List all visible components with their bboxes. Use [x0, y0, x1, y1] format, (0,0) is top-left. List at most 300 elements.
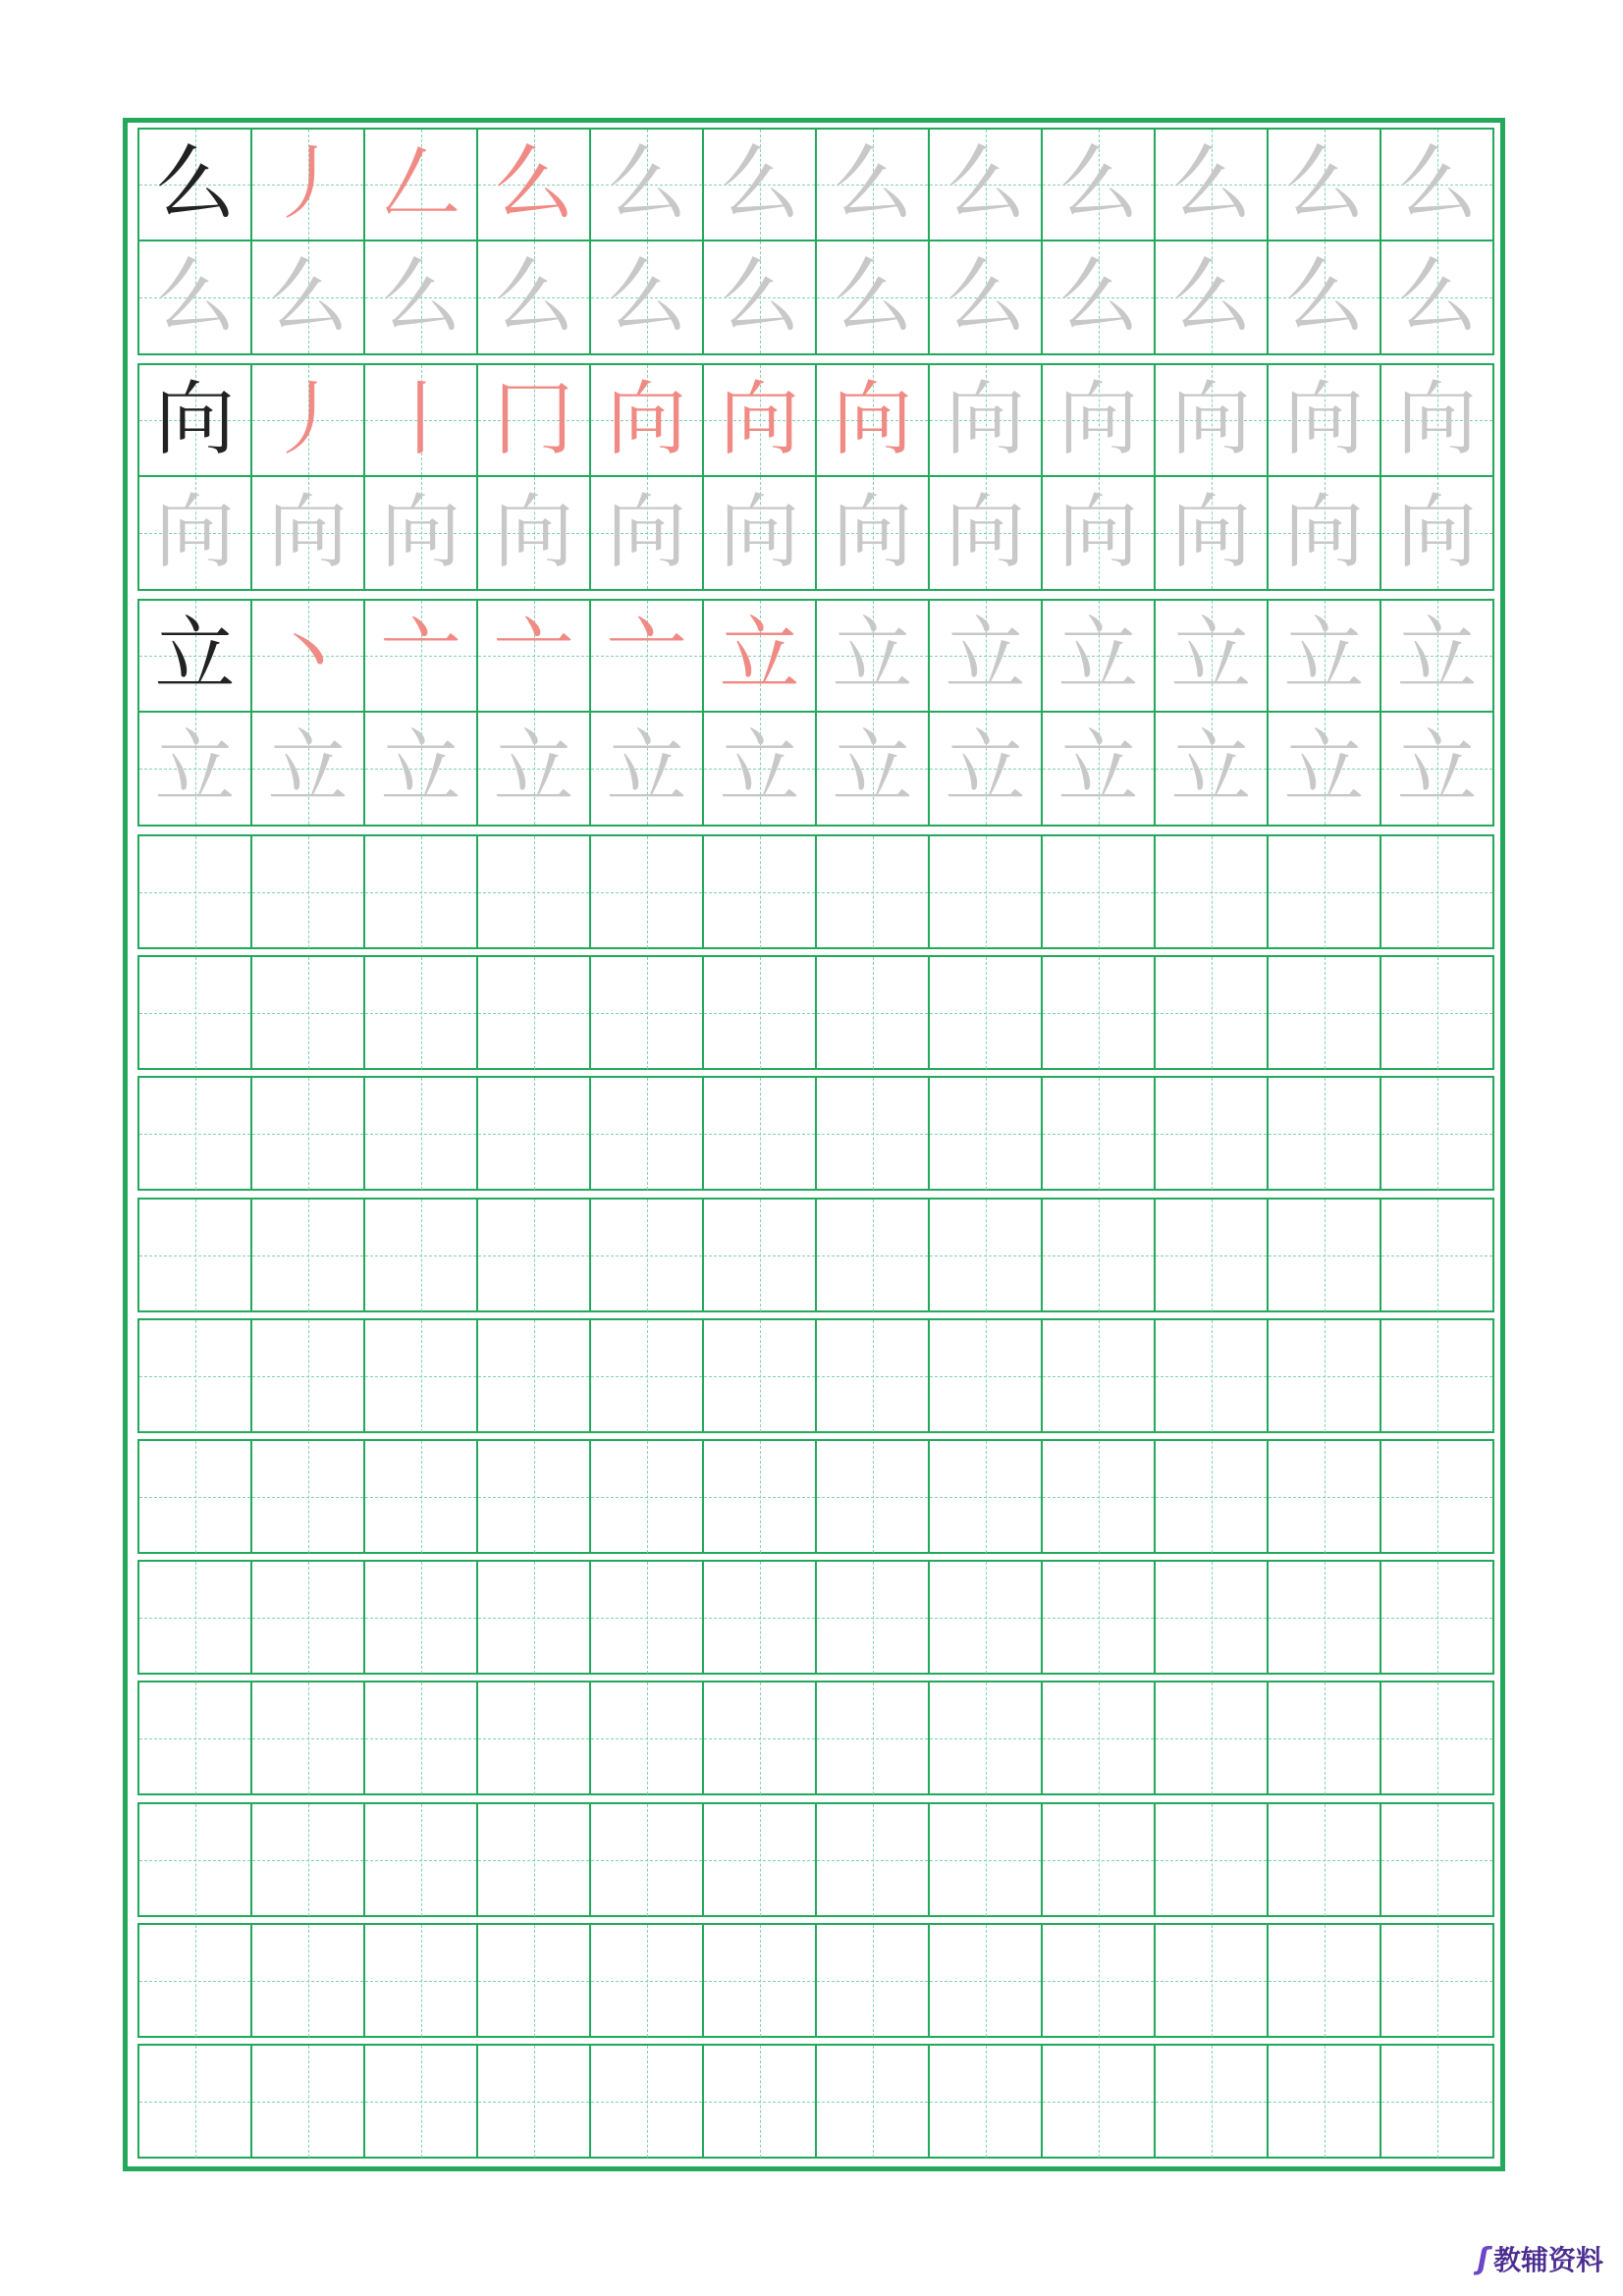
- guide-line-horizontal: [365, 1376, 476, 1377]
- guide-line-horizontal: [591, 1860, 702, 1861]
- grid-cell: [1381, 1562, 1492, 1674]
- grid-cell: [139, 1562, 252, 1674]
- guide-line-vertical: [1099, 957, 1100, 1069]
- guide-line-horizontal: [1381, 1013, 1492, 1014]
- guide-line-horizontal: [1269, 1981, 1380, 1982]
- grid-cell: [1043, 365, 1156, 477]
- grid-cell: [704, 1682, 817, 1794]
- guide-line-horizontal: [1269, 1618, 1380, 1619]
- guide-line-vertical: [534, 1320, 535, 1432]
- guide-line-vertical: [760, 836, 761, 948]
- guide-line-vertical: [1099, 1441, 1100, 1553]
- grid-cell: [817, 130, 930, 241]
- grid-cell: [591, 1078, 704, 1190]
- practice-row: [137, 599, 1494, 827]
- guide-line-horizontal: [1381, 1618, 1492, 1619]
- grid-cell: [1156, 601, 1269, 713]
- grid-cell: [139, 1925, 252, 2037]
- grid-cell: [930, 713, 1043, 825]
- guide-line-horizontal: [252, 1134, 363, 1135]
- guide-line-horizontal: [930, 892, 1041, 893]
- guide-line-vertical: [308, 957, 309, 1069]
- guide-line-horizontal: [930, 1013, 1041, 1014]
- guide-line-vertical: [760, 1682, 761, 1794]
- guide-line-vertical: [534, 1200, 535, 1311]
- trace-character: 立: [1396, 721, 1478, 815]
- grid-cell: [365, 1320, 478, 1432]
- blank-practice-row: [137, 1076, 1494, 1191]
- guide-line-horizontal: [365, 1013, 476, 1014]
- guide-line-vertical: [760, 1804, 761, 1916]
- trace-character: 立: [380, 721, 461, 815]
- grid-cell: [1381, 365, 1492, 477]
- guide-line-horizontal: [252, 1860, 363, 1861]
- grid-cell: [704, 477, 817, 589]
- guide-line-vertical: [421, 1562, 422, 1674]
- grid-cell: [930, 1804, 1043, 1916]
- grid-cell: [365, 836, 478, 948]
- guide-line-horizontal: [252, 1255, 363, 1256]
- guide-line-vertical: [421, 1200, 422, 1311]
- guide-line-horizontal: [591, 1981, 702, 1982]
- guide-line-horizontal: [1381, 1376, 1492, 1377]
- grid-cell: [591, 1925, 704, 2037]
- grid-cell: [252, 601, 365, 713]
- grid-cell: [1269, 1804, 1381, 1916]
- grid-cell: [1381, 1320, 1492, 1432]
- guide-line-horizontal: [1269, 1013, 1380, 1014]
- grid-cell: [817, 365, 930, 477]
- guide-line-horizontal: [478, 1618, 589, 1619]
- guide-line-horizontal: [478, 1013, 589, 1014]
- guide-line-vertical: [308, 1320, 309, 1432]
- guide-line-vertical: [1099, 2046, 1100, 2158]
- guide-line-vertical: [986, 1200, 987, 1311]
- trace-character: 立: [606, 721, 687, 815]
- guide-line-horizontal: [817, 1376, 928, 1377]
- footer-logo: [1478, 2239, 1603, 2278]
- trace-character: 么: [719, 250, 800, 344]
- guide-line-vertical: [421, 836, 422, 948]
- guide-line-vertical: [760, 1562, 761, 1674]
- guide-line-horizontal: [365, 1860, 476, 1861]
- guide-line-horizontal: [817, 1255, 928, 1256]
- guide-line-vertical: [873, 1682, 874, 1794]
- guide-line-vertical: [986, 1682, 987, 1794]
- guide-line-horizontal: [1043, 1134, 1154, 1135]
- grid-cell: [1156, 1562, 1269, 1674]
- guide-line-horizontal: [139, 1255, 250, 1256]
- grid-cell: [1043, 477, 1156, 589]
- blank-practice-row: [137, 955, 1494, 1070]
- grid-cell: [478, 1804, 591, 1916]
- guide-line-vertical: [1099, 836, 1100, 948]
- grid-cell: [1043, 601, 1156, 713]
- grid-cell: [1269, 1320, 1381, 1432]
- grid-cell: [365, 1078, 478, 1190]
- trace-character: 么: [832, 250, 913, 344]
- grid-cell: [252, 1200, 365, 1311]
- guide-line-horizontal: [139, 1134, 250, 1135]
- guide-line-horizontal: [139, 1618, 250, 1619]
- grid-cell: [930, 477, 1043, 589]
- trace-character: 向: [267, 486, 349, 579]
- grid-cell: [1156, 1441, 1269, 1553]
- trace-character: 么: [945, 250, 1026, 344]
- guide-line-vertical: [873, 957, 874, 1069]
- guide-line-horizontal: [1381, 1981, 1492, 1982]
- grid-cell: [252, 1320, 365, 1432]
- grid-cell: [1156, 713, 1269, 825]
- guide-line-horizontal: [1381, 1134, 1492, 1135]
- grid-cell: [139, 130, 252, 241]
- guide-line-vertical: [1437, 1441, 1438, 1553]
- guide-line-horizontal: [365, 1134, 476, 1135]
- guide-line-vertical: [647, 1925, 648, 2037]
- guide-line-horizontal: [1043, 1013, 1154, 1014]
- grid-cell: [1043, 713, 1156, 825]
- guide-line-horizontal: [1269, 1738, 1380, 1739]
- guide-line-horizontal: [478, 1497, 589, 1498]
- guide-line-vertical: [308, 1804, 309, 1916]
- guide-line-vertical: [195, 1441, 196, 1553]
- grid-cell: [591, 1320, 704, 1432]
- grid-cell: [365, 1200, 478, 1311]
- guide-line-horizontal: [704, 1738, 815, 1739]
- grid-cell: [1381, 1200, 1492, 1311]
- grid-cell: [817, 1200, 930, 1311]
- guide-line-vertical: [1099, 1320, 1100, 1432]
- grid-cell: [139, 1682, 252, 1794]
- guide-line-vertical: [873, 1562, 874, 1674]
- trace-character: 向: [380, 486, 461, 579]
- grid-cell: [252, 836, 365, 948]
- grid-cell: [930, 1925, 1043, 2037]
- grid-cell: [704, 130, 817, 241]
- guide-line-horizontal: [1156, 1255, 1267, 1256]
- grid-cell: [139, 1078, 252, 1190]
- grid-cell: [478, 477, 591, 589]
- guide-line-vertical: [760, 1320, 761, 1432]
- grid-cell: [591, 1682, 704, 1794]
- guide-line-horizontal: [817, 1497, 928, 1498]
- guide-line-vertical: [421, 1441, 422, 1553]
- stroke-order-step: 亠: [493, 609, 574, 702]
- grid-cell: [1043, 241, 1156, 353]
- guide-line-horizontal: [139, 1981, 250, 1982]
- blank-practice-row: [137, 1681, 1494, 1795]
- grid-cell: [704, 957, 817, 1069]
- guide-line-horizontal: [252, 1618, 363, 1619]
- guide-line-vertical: [647, 1320, 648, 1432]
- guide-line-horizontal: [139, 1497, 250, 1498]
- guide-line-vertical: [986, 1320, 987, 1432]
- grid-cell: [1043, 1441, 1156, 1553]
- guide-line-horizontal: [139, 1376, 250, 1377]
- trace-character: 向: [606, 486, 687, 579]
- guide-line-horizontal: [1269, 1376, 1380, 1377]
- guide-line-vertical: [534, 1925, 535, 2037]
- guide-line-vertical: [421, 1682, 422, 1794]
- trace-character: 向: [1283, 373, 1365, 466]
- grid-cell: [139, 2046, 252, 2158]
- grid-cell: [365, 1682, 478, 1794]
- grid-cell: [139, 1320, 252, 1432]
- guide-line-vertical: [1099, 1925, 1100, 2037]
- guide-line-vertical: [1437, 1804, 1438, 1916]
- guide-line-vertical: [195, 1925, 196, 2037]
- grid-cell: [1269, 1078, 1381, 1190]
- guide-line-vertical: [534, 1562, 535, 1674]
- guide-line-vertical: [760, 1441, 761, 1553]
- blank-practice-row: [137, 1439, 1494, 1554]
- grid-cell: [1269, 1562, 1381, 1674]
- guide-line-horizontal: [1269, 1860, 1380, 1861]
- grid-cell: [1043, 957, 1156, 1069]
- stroke-order-step: 丿: [267, 373, 349, 466]
- guide-line-horizontal: [1156, 1497, 1267, 1498]
- guide-line-vertical: [308, 836, 309, 948]
- grid-cell: [1156, 241, 1269, 353]
- guide-line-vertical: [534, 1682, 535, 1794]
- guide-line-vertical: [421, 1804, 422, 1916]
- guide-line-vertical: [308, 1078, 309, 1190]
- trace-character: 立: [154, 721, 236, 815]
- guide-line-vertical: [195, 957, 196, 1069]
- grid-cell: [1269, 2046, 1381, 2158]
- guide-line-vertical: [308, 1682, 309, 1794]
- guide-line-vertical: [534, 1441, 535, 1553]
- guide-line-vertical: [647, 836, 648, 948]
- grid-cell: [1381, 2046, 1492, 2158]
- guide-line-vertical: [986, 836, 987, 948]
- grid-cell: [591, 1804, 704, 1916]
- trace-character: 向: [1057, 373, 1139, 466]
- guide-line-horizontal: [591, 1618, 702, 1619]
- trace-character: 么: [1396, 250, 1478, 344]
- grid-cell: [591, 601, 704, 713]
- guide-line-horizontal: [139, 1860, 250, 1861]
- guide-line-vertical: [873, 1320, 874, 1432]
- grid-cell: [1043, 1200, 1156, 1311]
- guide-line-vertical: [534, 957, 535, 1069]
- grid-cell: [704, 1804, 817, 1916]
- guide-line-vertical: [647, 1441, 648, 1553]
- guide-line-vertical: [760, 1925, 761, 2037]
- grid-cell: [365, 1562, 478, 1674]
- guide-line-horizontal: [930, 1134, 1041, 1135]
- model-character: 向: [154, 373, 236, 466]
- logo-mark-icon: ʃ: [1477, 2241, 1489, 2276]
- grid-cell: [930, 130, 1043, 241]
- guide-line-vertical: [1099, 1200, 1100, 1311]
- grid-cell: [139, 713, 252, 825]
- grid-cell: [1156, 1925, 1269, 2037]
- guide-line-horizontal: [930, 1376, 1041, 1377]
- grid-cell: [1269, 241, 1381, 353]
- trace-character: 么: [493, 250, 574, 344]
- guide-line-horizontal: [252, 1738, 363, 1739]
- grid-cell: [1381, 130, 1492, 241]
- trace-character: 向: [832, 486, 913, 579]
- guide-line-horizontal: [817, 1013, 928, 1014]
- stroke-order-step: 向: [719, 373, 800, 466]
- guide-line-vertical: [647, 1804, 648, 1916]
- stroke-order-step: 丶: [267, 609, 349, 702]
- grid-cell: [1381, 1441, 1492, 1553]
- guide-line-vertical: [873, 2046, 874, 2158]
- guide-line-vertical: [1212, 957, 1213, 1069]
- guide-line-horizontal: [817, 1860, 928, 1861]
- guide-line-horizontal: [591, 1738, 702, 1739]
- grid-cell: [817, 836, 930, 948]
- trace-character: 么: [606, 137, 687, 231]
- grid-cell: [478, 130, 591, 241]
- grid-cell: [591, 713, 704, 825]
- guide-line-vertical: [195, 1562, 196, 1674]
- guide-line-horizontal: [1043, 1255, 1154, 1256]
- guide-line-horizontal: [365, 2102, 476, 2103]
- practice-row: [137, 128, 1494, 355]
- guide-line-horizontal: [365, 1738, 476, 1739]
- guide-line-horizontal: [1156, 1860, 1267, 1861]
- trace-character: 么: [1396, 137, 1478, 231]
- grid-cell: [930, 1200, 1043, 1311]
- trace-character: 向: [945, 486, 1026, 579]
- guide-line-vertical: [873, 836, 874, 948]
- grid-cell: [478, 241, 591, 353]
- grid-cell: [704, 2046, 817, 2158]
- guide-line-horizontal: [139, 2102, 250, 2103]
- guide-line-vertical: [1099, 1562, 1100, 1674]
- grid-cell: [817, 1078, 930, 1190]
- grid-cell: [1381, 957, 1492, 1069]
- guide-line-horizontal: [1043, 1618, 1154, 1619]
- grid-cell: [1156, 1320, 1269, 1432]
- grid-cell: [591, 1441, 704, 1553]
- grid-cell: [704, 836, 817, 948]
- grid-cell: [930, 1562, 1043, 1674]
- guide-line-vertical: [1212, 1804, 1213, 1916]
- trace-character: 向: [1170, 373, 1252, 466]
- grid-cell: [1156, 836, 1269, 948]
- grid-cell: [1156, 365, 1269, 477]
- grid-cell: [1269, 365, 1381, 477]
- grid-cell: [930, 1441, 1043, 1553]
- trace-character: 立: [1283, 609, 1365, 702]
- grid-cell: [365, 957, 478, 1069]
- stroke-order-step: 立: [719, 609, 800, 702]
- guide-line-horizontal: [365, 1618, 476, 1619]
- guide-line-vertical: [421, 1320, 422, 1432]
- guide-line-vertical: [647, 1682, 648, 1794]
- stroke-order-step: 向: [606, 373, 687, 466]
- grid-cell: [817, 241, 930, 353]
- guide-line-vertical: [760, 1078, 761, 1190]
- grid-cell: [591, 2046, 704, 2158]
- guide-line-horizontal: [704, 1013, 815, 1014]
- guide-line-vertical: [1437, 2046, 1438, 2158]
- trace-character: 么: [1057, 137, 1139, 231]
- grid-cell: [365, 130, 478, 241]
- trace-character: 立: [1283, 721, 1365, 815]
- grid-cell: [704, 713, 817, 825]
- stroke-order-step: 丨: [380, 373, 461, 466]
- grid-cell: [139, 601, 252, 713]
- guide-line-horizontal: [817, 1981, 928, 1982]
- grid-cell: [1156, 2046, 1269, 2158]
- model-character: 么: [154, 137, 236, 231]
- trace-character: 立: [1170, 721, 1252, 815]
- grid-cell: [1381, 836, 1492, 948]
- guide-line-vertical: [647, 1562, 648, 1674]
- grid-cell: [930, 2046, 1043, 2158]
- guide-line-horizontal: [1381, 1860, 1492, 1861]
- grid-cell: [1156, 477, 1269, 589]
- grid-cell: [591, 241, 704, 353]
- guide-line-horizontal: [1043, 1376, 1154, 1377]
- grid-cell: [817, 601, 930, 713]
- guide-line-vertical: [308, 1925, 309, 2037]
- trace-character: 向: [154, 486, 236, 579]
- guide-line-horizontal: [704, 2102, 815, 2103]
- guide-line-vertical: [1099, 1078, 1100, 1190]
- grid-cell: [139, 477, 252, 589]
- guide-line-vertical: [308, 1441, 309, 1553]
- grid-cell: [817, 1925, 930, 2037]
- grid-cell: [930, 836, 1043, 948]
- guide-line-horizontal: [930, 1860, 1041, 1861]
- stroke-order-step: 丿: [267, 137, 349, 231]
- grid-cell: [1381, 241, 1492, 353]
- guide-line-horizontal: [478, 1376, 589, 1377]
- grid-cell: [252, 1441, 365, 1553]
- guide-line-horizontal: [1043, 1497, 1154, 1498]
- guide-line-vertical: [1212, 1078, 1213, 1190]
- blank-practice-row: [137, 2044, 1494, 2159]
- guide-line-vertical: [195, 1804, 196, 1916]
- grid-cell: [478, 957, 591, 1069]
- guide-line-horizontal: [930, 1497, 1041, 1498]
- grid-cell: [478, 365, 591, 477]
- guide-line-vertical: [986, 1441, 987, 1553]
- grid-cell: [704, 365, 817, 477]
- grid-cell: [252, 713, 365, 825]
- grid-cell: [1381, 1925, 1492, 2037]
- grid-cell: [1269, 836, 1381, 948]
- guide-line-horizontal: [252, 1376, 363, 1377]
- guide-line-horizontal: [704, 1618, 815, 1619]
- grid-cell: [1381, 713, 1492, 825]
- grid-cell: [1043, 1562, 1156, 1674]
- grid-cell: [1269, 1682, 1381, 1794]
- guide-line-horizontal: [930, 1255, 1041, 1256]
- grid-cell: [252, 1682, 365, 1794]
- guide-line-vertical: [986, 957, 987, 1069]
- guide-line-horizontal: [1381, 1255, 1492, 1256]
- trace-character: 向: [1057, 486, 1139, 579]
- guide-line-horizontal: [365, 1497, 476, 1498]
- guide-line-vertical: [1437, 1200, 1438, 1311]
- grid-cell: [139, 1200, 252, 1311]
- guide-line-horizontal: [365, 892, 476, 893]
- grid-cell: [252, 957, 365, 1069]
- grid-cell: [252, 1562, 365, 1674]
- trace-character: 么: [719, 137, 800, 231]
- guide-line-vertical: [195, 1682, 196, 1794]
- guide-line-horizontal: [1269, 892, 1380, 893]
- guide-line-vertical: [195, 1078, 196, 1190]
